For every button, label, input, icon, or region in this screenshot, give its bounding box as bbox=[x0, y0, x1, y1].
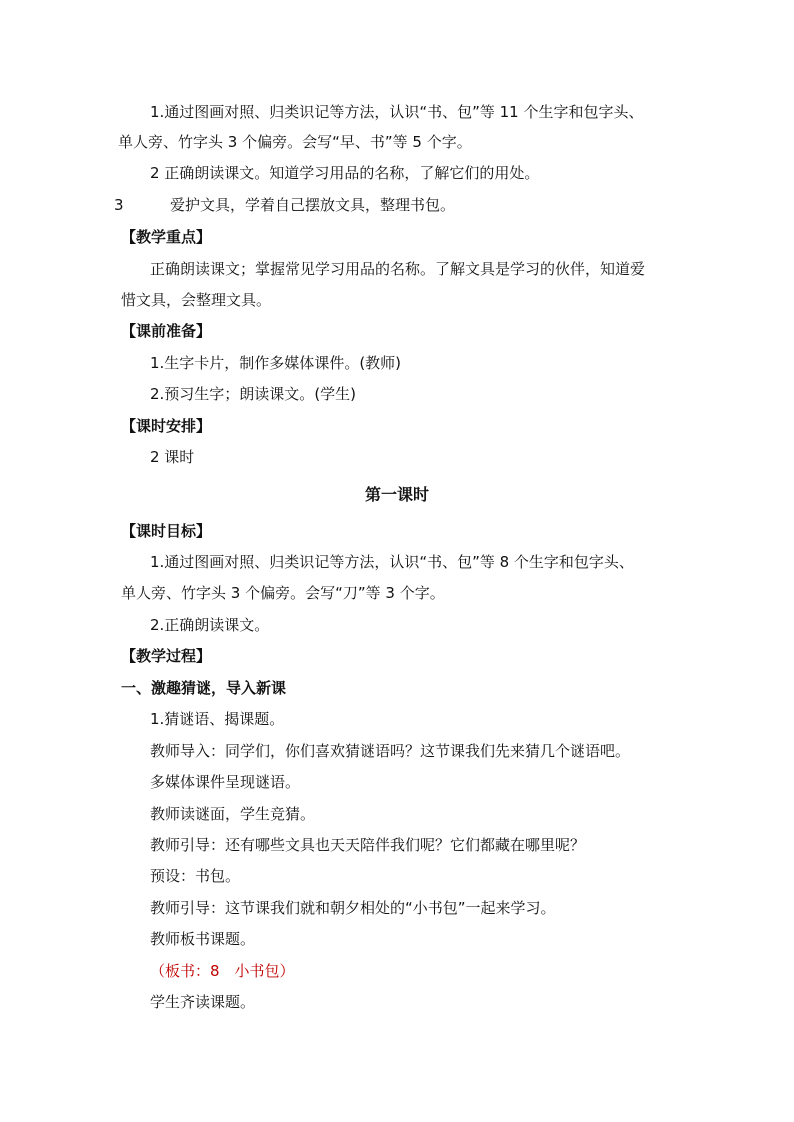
goal-2: 2 正确朗读课文。知道学习用品的名称，了解它们的用处。 bbox=[150, 164, 540, 182]
lesson-goal-2: 2.正确朗读课文。 bbox=[150, 616, 270, 634]
step-5: 教师引导：还有哪些文具也天天陪伴我们呢？它们都藏在哪里呢？ bbox=[150, 836, 586, 854]
goal-1-line-2: 单人旁、竹字头 3 个偏旁。会写“早、书”等 5 个字。 bbox=[118, 133, 472, 151]
goal-3-number: 3 bbox=[114, 196, 124, 214]
last-step: 学生齐读课题。 bbox=[150, 993, 256, 1011]
lesson-goal-1-line-2: 单人旁、竹字头 3 个偏旁。会写“刀”等 3 个字。 bbox=[121, 584, 445, 602]
board-note: （板书：8 小书包） bbox=[150, 962, 295, 980]
preparation-item-2: 2.预习生字；朗读课文。(学生) bbox=[150, 385, 357, 403]
schedule-value: 2 课时 bbox=[150, 448, 195, 466]
key-points-line-1: 正确朗读课文；掌握常见学习用品的名称。了解文具是学习的伙伴，知道爱 bbox=[150, 260, 646, 278]
step-2: 教师导入：同学们，你们喜欢猜谜语吗？这节课我们先来猜几个谜语吧。 bbox=[150, 742, 631, 760]
lesson-goals-heading: 【课时目标】 bbox=[121, 522, 212, 540]
step-6: 预设：书包。 bbox=[150, 867, 241, 885]
goal-1-line-1: 1.通过图画对照、归类识记等方法，认识“书、包”等 11 个生字和包字头、 bbox=[150, 103, 644, 121]
preparation-item-1: 1.生字卡片，制作多媒体课件。(教师) bbox=[150, 354, 402, 372]
section-1-heading: 一、激趣猜谜，导入新课 bbox=[121, 679, 287, 697]
schedule-heading: 【课时安排】 bbox=[121, 417, 212, 435]
lesson-goal-1-line-1: 1.通过图画对照、归类识记等方法，认识“书、包”等 8 个生字和包字头、 bbox=[150, 553, 634, 571]
preparation-heading: 【课前准备】 bbox=[121, 322, 212, 340]
lesson-title: 第一课时 bbox=[364, 485, 429, 504]
step-8: 教师板书课题。 bbox=[150, 930, 256, 948]
step-1: 1.猜谜语、揭课题。 bbox=[150, 710, 285, 728]
step-4: 教师读谜面，学生竞猜。 bbox=[150, 805, 316, 823]
key-points-line-2: 惜文具，会整理文具。 bbox=[121, 291, 272, 309]
process-heading: 【教学过程】 bbox=[121, 647, 212, 665]
key-points-heading: 【教学重点】 bbox=[121, 228, 212, 246]
step-3: 多媒体课件呈现谜语。 bbox=[150, 773, 301, 791]
step-7: 教师引导：这节课我们就和朝夕相处的“小书包”一起来学习。 bbox=[150, 899, 556, 917]
goal-3-text: 爱护文具，学着自己摆放文具，整理书包。 bbox=[170, 196, 456, 214]
